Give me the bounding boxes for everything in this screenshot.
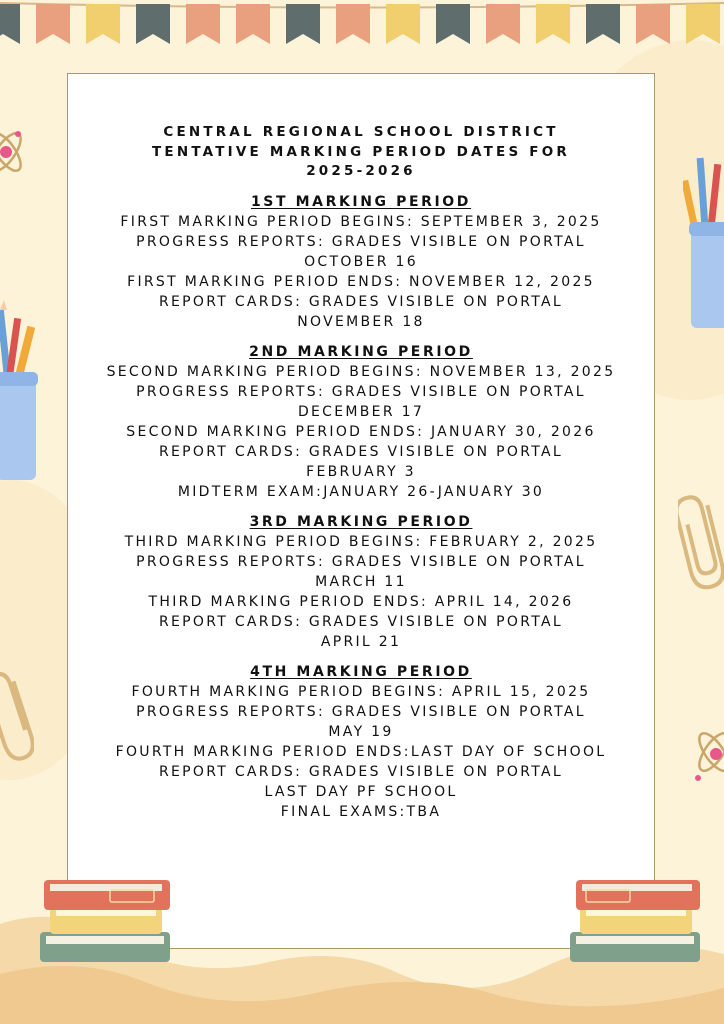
bunting-flag — [186, 4, 220, 44]
date-line: PROGRESS REPORTS: GRADES VISIBLE ON PORTAL — [136, 233, 586, 250]
date-line: FOURTH MARKING PERIOD ENDS:LAST DAY OF SCHOOL — [115, 743, 607, 760]
date-line: REPORT CARDS: GRADES VISIBLE ON PORTAL — [159, 763, 563, 780]
date-line: REPORT CARDS: GRADES VISIBLE ON PORTAL — [159, 443, 563, 460]
atom-icon — [0, 110, 46, 194]
marking-period-card — [67, 73, 655, 949]
atom-icon — [680, 712, 724, 792]
document-content — [68, 123, 654, 822]
book-stack-icon — [36, 876, 176, 986]
bunting-flag — [336, 4, 370, 44]
date-line: MARCH 11 — [315, 573, 407, 590]
date-line: LAST DAY PF SCHOOL — [264, 783, 458, 800]
book-stack-icon — [566, 876, 706, 986]
date-line: PROGRESS REPORTS: GRADES VISIBLE ON PORTAL — [136, 553, 586, 570]
bunting-flag — [586, 4, 620, 44]
date-line: DECEMBER 17 — [297, 403, 425, 420]
bunting-flag — [436, 4, 470, 44]
date-line: PROGRESS REPORTS: GRADES VISIBLE ON PORTAL — [136, 383, 586, 400]
marking-period-section — [68, 512, 654, 652]
date-line: FOURTH MARKING PERIOD BEGINS: APRIL 15, 2025 — [131, 683, 591, 700]
pencil-cup-icon — [0, 300, 46, 482]
date-line: OCTOBER 16 — [304, 253, 418, 270]
title-line: TENTATIVE MARKING PERIOD DATES FOR — [151, 143, 570, 160]
bunting-flag — [636, 4, 670, 44]
bunting-flag — [136, 4, 170, 44]
bunting-flag — [486, 4, 520, 44]
title-line: CENTRAL REGIONAL SCHOOL DISTRICT — [163, 124, 559, 140]
bunting-flag — [286, 4, 320, 44]
date-line: APRIL 21 — [320, 633, 402, 650]
date-line: MAY 19 — [328, 723, 394, 740]
marking-period-section — [68, 662, 654, 822]
bunting-flag — [386, 4, 420, 44]
date-line: REPORT CARDS: GRADES VISIBLE ON PORTAL — [159, 293, 563, 310]
date-line: FINAL EXAMS:TBA — [280, 803, 442, 820]
date-line: FIRST MARKING PERIOD BEGINS: SEPTEMBER 3, 2025 — [120, 213, 602, 230]
bunting-flag — [0, 4, 20, 44]
pencil-cup-icon — [683, 150, 724, 330]
paper-clip-icon — [0, 664, 34, 768]
date-line: PROGRESS REPORTS: GRADES VISIBLE ON PORTAL — [136, 703, 586, 720]
bunting-banner — [0, 0, 724, 60]
date-line: FEBRUARY 3 — [306, 463, 416, 480]
bunting-flag — [686, 4, 720, 44]
date-line: THIRD MARKING PERIOD BEGINS: FEBRUARY 2, 2025 — [124, 533, 598, 550]
date-line: SECOND MARKING PERIOD BEGINS: NOVEMBER 13, 2025 — [106, 363, 616, 380]
date-line: THIRD MARKING PERIOD ENDS: APRIL 14, 2026 — [148, 593, 574, 610]
date-line: SECOND MARKING PERIOD ENDS: JANUARY 30, 2026 — [126, 423, 596, 440]
date-line: MIDTERM EXAM:JANUARY 26-JANUARY 30 — [177, 483, 545, 500]
bunting-flag — [236, 4, 270, 44]
date-line: NOVEMBER 18 — [297, 313, 425, 330]
paper-clip-icon — [678, 488, 724, 598]
date-line: FIRST MARKING PERIOD ENDS: NOVEMBER 12, 2025 — [127, 273, 595, 290]
document-title — [68, 123, 654, 182]
section-heading: 3RD MARKING PERIOD — [249, 513, 473, 530]
section-heading: 4TH MARKING PERIOD — [250, 663, 472, 680]
date-line: REPORT CARDS: GRADES VISIBLE ON PORTAL — [159, 613, 563, 630]
bunting-flag — [536, 4, 570, 44]
section-heading: 2ND MARKING PERIOD — [249, 343, 473, 360]
title-line: 2025-2026 — [306, 163, 416, 179]
marking-period-section — [68, 342, 654, 502]
section-heading: 1ST MARKING PERIOD — [250, 193, 472, 210]
bunting-flag — [36, 4, 70, 44]
bunting-flag — [86, 4, 120, 44]
marking-period-section — [68, 192, 654, 332]
